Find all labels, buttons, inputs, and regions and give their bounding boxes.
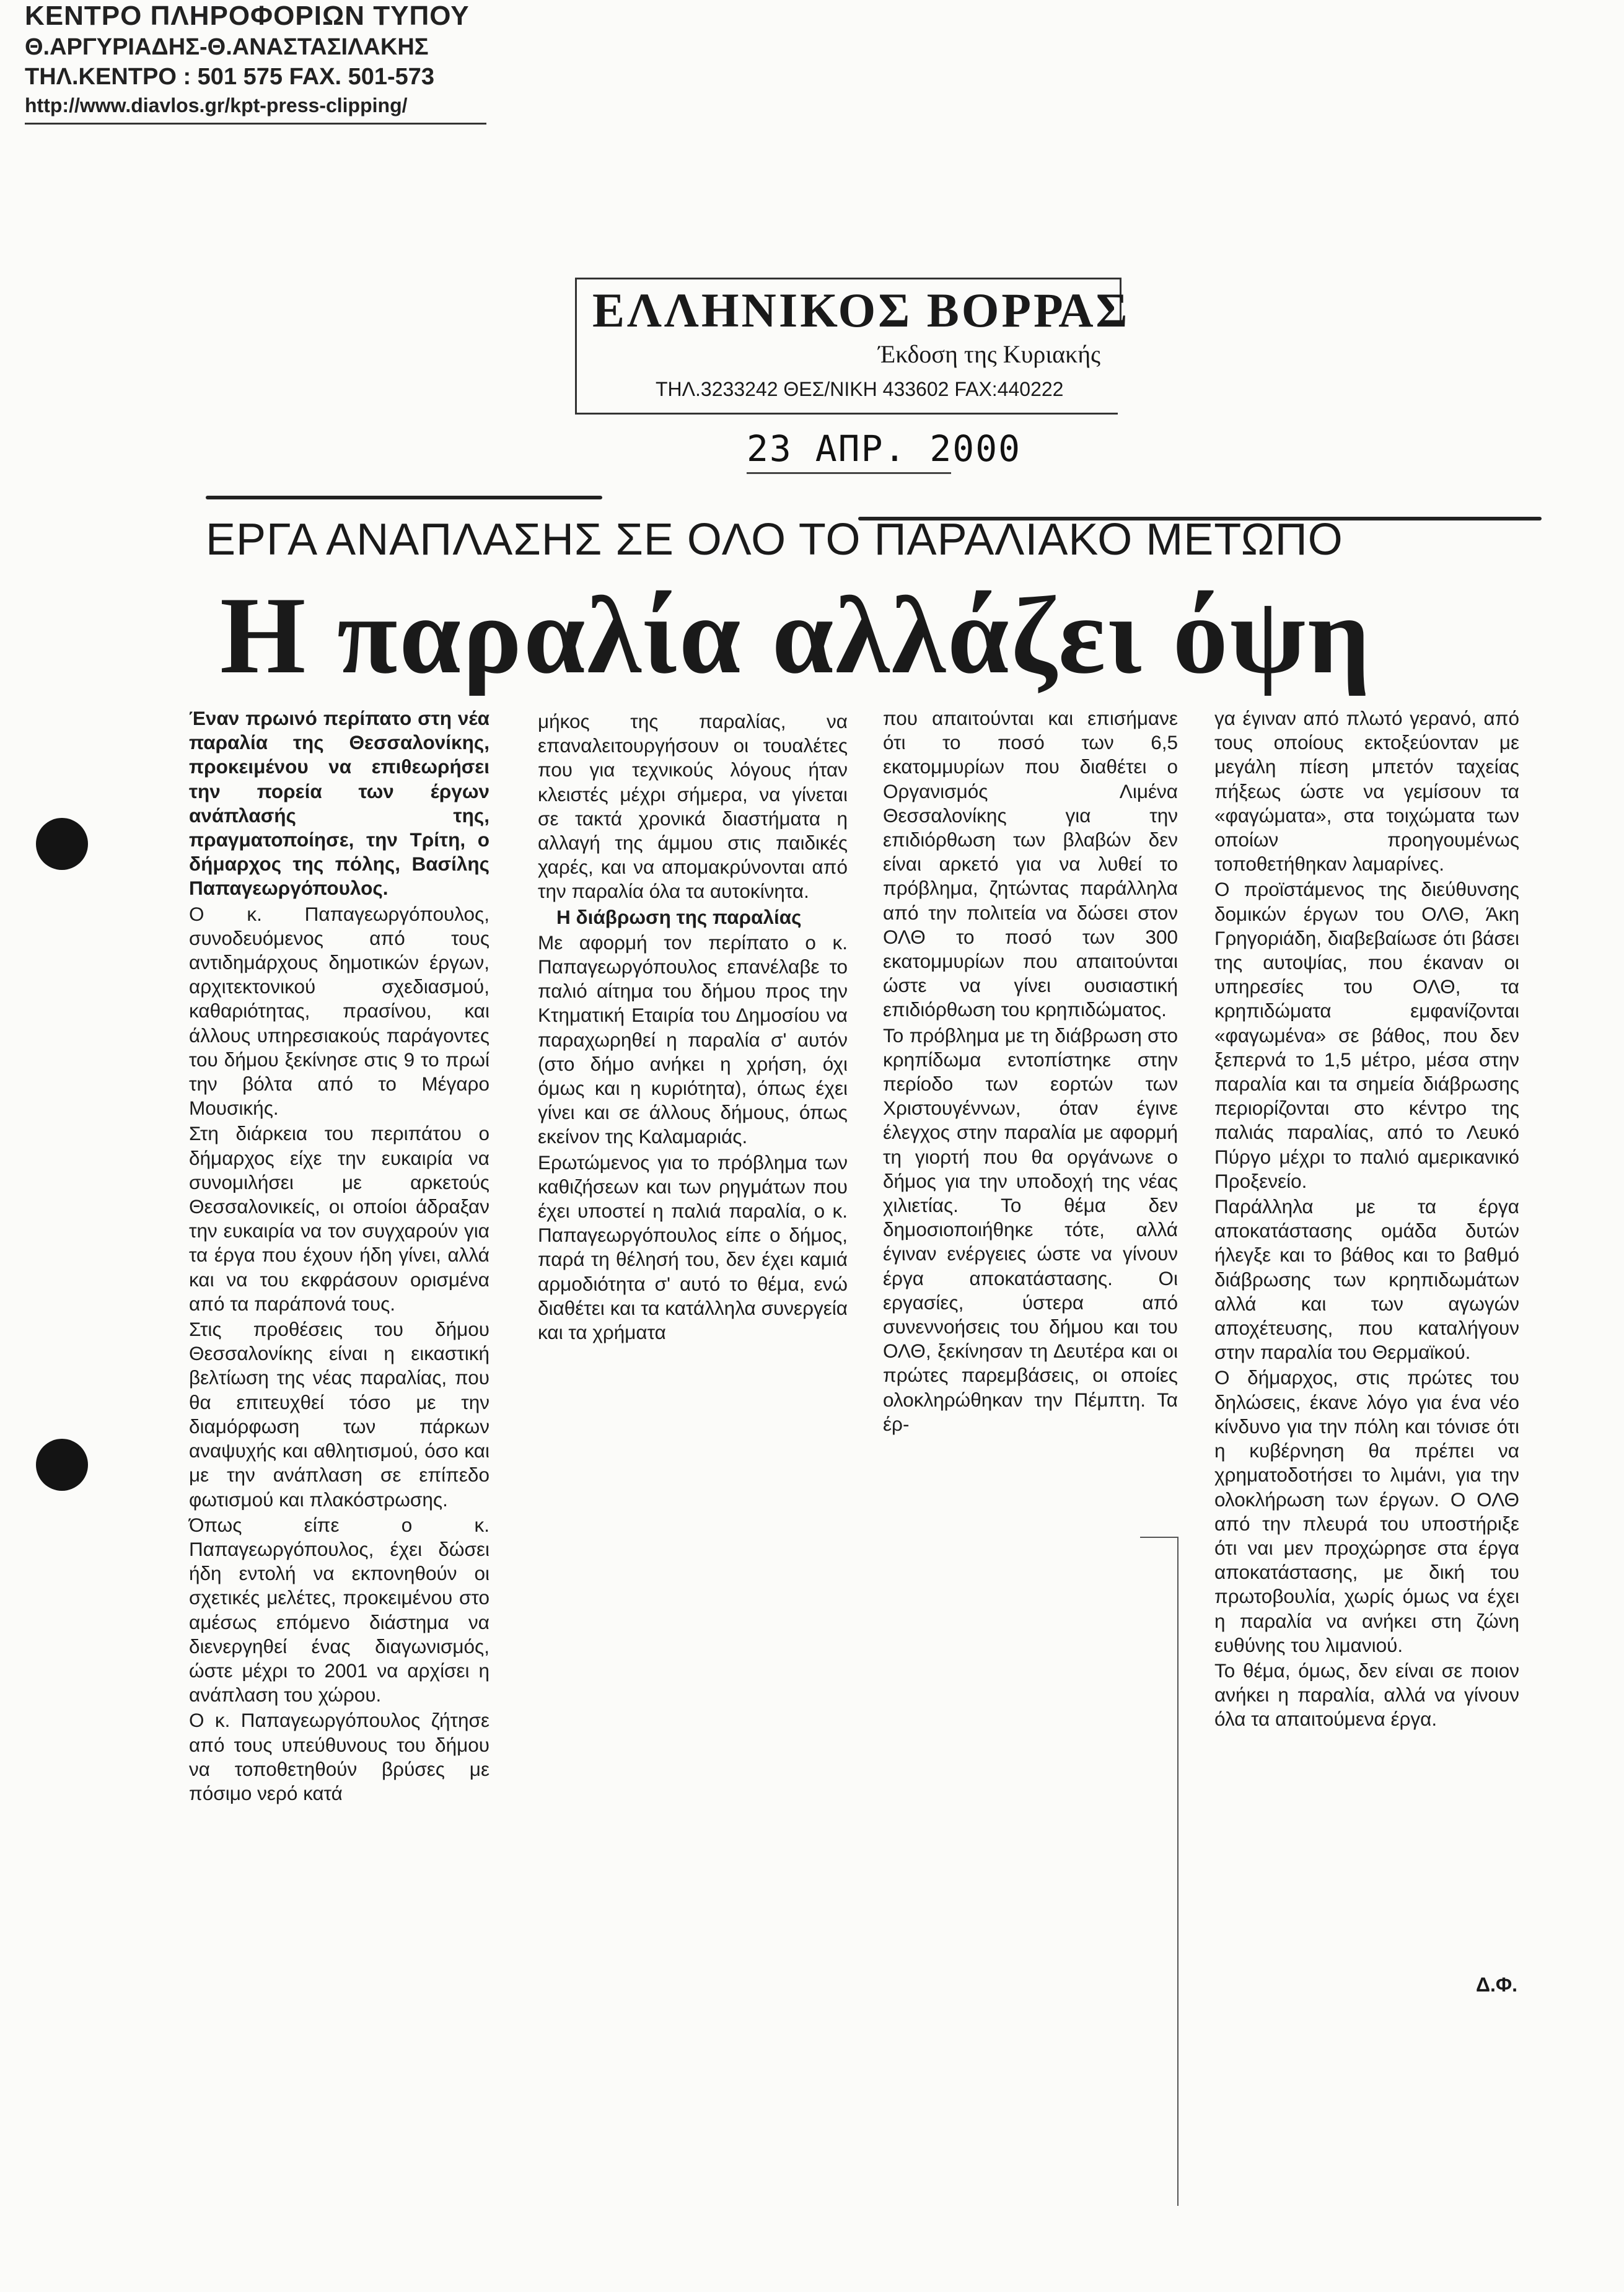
agency-name: ΚΕΝΤΡΟ ΠΛΗΡΟΦΟΡΙΩΝ ΤΥΠΟΥ — [25, 1, 470, 31]
agency-phones: ΤΗΛ.ΚΕΝΤΡΟ : 501 575 FAX. 501-573 — [25, 64, 435, 90]
article-column-1 — [189, 706, 489, 1806]
newspaper-name: ΕΛΛΗΝΙΚΟΣ ΒΟΡΡΑΣ — [592, 283, 1130, 337]
article-paragraph: Παράλληλα με τα έργα αποκατάστασης ομάδα δυτών ήλεγξε και το βάθος και το βαθμό διάβρωσης των κρηπιδωμάτων αλλά και των αγωγών αποχέτευσης, που καταλήγουν στην παραλία του Θερμαϊκού. — [1214, 1195, 1519, 1364]
article-lead: Έναν πρωινό περίπατο στη νέα παραλία της Θεσσαλονίκης, προκειμένου να επιθεωρήσει την πορεία των έργων ανάπλασής της, πραγματοποίησε, την Τρίτη, ο δήμαρχος της πόλης, Βασίλης Παπαγεωργόπουλος. — [189, 707, 489, 900]
article-paragraph: Ερωτώμενος για το πρόβλημα των καθιζήσεων και των ρηγμάτων που έχει υποστεί η παλιά παραλία, ο κ. Παπαγεωργόπουλος είπε ο δήμος, παρά τη θέλησή του, δεν έχει καμιά αρμοδιότητα σ' αυτό το θέμα, ενώ διαθέτει και τα κατάλληλα συνεργεία και τα χρήματα — [538, 1151, 848, 1344]
masthead-border — [575, 278, 577, 414]
agency-stamp — [25, 0, 496, 119]
masthead-border — [575, 278, 1120, 279]
stamp-underline — [25, 123, 486, 125]
punch-hole — [36, 1439, 88, 1491]
edition-label: Έκδοση της Κυριακής — [878, 340, 1100, 368]
column-divider — [1177, 1537, 1178, 2206]
article-paragraph: Ο προϊστάμενος της διεύθυνσης δομικών έργων του ΟΛΘ, Άκη Γρηγοριάδη, διαβεβαίωσε ότι βάσει της αυτοψίας, που έκαναν οι υπηρεσίες του ΟΛΘ, τα κρηπιδώματα εμφανίζονται «φαγωμένα» σε βάθος, που δεν ξεπερνά το 1,5 μέτρο, μέσα στην παραλία και τα σημεία διάβρωσης περιορίζονται στο κέντρο της παλιάς παραλίας, από το Λευκό Πύργο μέχρι το παλιό αμερικανικό Προξενείο. — [1214, 878, 1519, 1192]
column-divider — [1140, 1537, 1177, 1538]
agency-owners: Θ.ΑΡΓΥΡΙΑΔΗΣ-Θ.ΑΝΑΣΤΑΣΙΛΑΚΗΣ — [25, 34, 429, 60]
article-column-3 — [883, 706, 1178, 1436]
article-kicker: ΕΡΓΑ ΑΝΑΠΛΑΣΗΣ ΣΕ ΟΛΟ ΤΟ ΠΑΡΑΛΙΑΚΟ ΜΕΤΩΠΟ — [206, 515, 1343, 564]
article-subheading: Η διάβρωση της παραλίας — [556, 905, 802, 928]
article-paragraph: Στη διάρκεια του περιπάτου ο δήμαρχος είχε την ευκαιρία να συνομιλήσει με αρκετούς Θεσσαλονικείς, οι οποίοι άδραξαν την ευκαιρία να τον συγχαρούν για τα έργα που έχουν ήδη γίνει, αλλά και να του εκφράσουν ορισμένα από τα παράπονά τους. — [189, 1122, 489, 1315]
article-paragraph: Το θέμα, όμως, δεν είναι σε ποιον ανήκει η παραλία, αλλά να γίνουν όλα τα απαιτούμενα έργα. — [1214, 1659, 1519, 1731]
article-paragraph: Ο κ. Παπαγεωργόπουλος ζήτησε από τους υπεύθυνους του δήμου να τοποθετηθούν βρύσες με πόσιμο νερό κατά — [189, 1709, 489, 1804]
date-stamp — [747, 428, 1021, 470]
article-paragraph: μήκος της παραλίας, να επαναλειτουργήσουν οι τουαλέτες που για τεχνικούς λόγους ήταν κλειστές μέχρι σήμερα, να γίνεται σε τακτά χρονικά διαστήματα η αλλαγή της άμμου στις παιδικές χαρές, και να απομακρύνονται από την παραλία όλα τα αυτοκίνητα. — [538, 710, 848, 903]
author-signature: Δ.Φ. — [1476, 1974, 1518, 1996]
newspaper-phones: ΤΗΛ.3233242 ΘΕΣ/ΝΙΚΗ 433602 FAX:440222 — [656, 378, 1064, 400]
date-text: 23 ΑΠΡ. 2000 — [747, 428, 1022, 470]
article-paragraph: Ο δήμαρχος, στις πρώτες του δηλώσεις, έκανε λόγο για ένα νέο κίνδυνο για την πόλη και τόνισε ότι η κυβέρνηση θα πρέπει να χρηματοδοτήσει το λιμάνι, για την ολοκλήρωση των έργων. Ο ΟΛΘ από την πλευρά του υποστήριξε ότι ναι μεν προχώρησε στα έργα αποκατάστασης, με δική του πρωτοβουλία, χωρίς όμως να έχει η παραλία να ανήκει στη ζώνη ευθύνης του λιμανιού. — [1214, 1366, 1519, 1656]
punch-hole — [36, 818, 88, 870]
article-column-2 — [538, 709, 848, 1345]
article-paragraph: Με αφορμή τον περίπατο ο κ. Παπαγεωργόπουλος επανέλαβε το παλιό αίτημα του δήμου προς την Κτηματική Εταιρία του Δημοσίου να παραχωρηθεί η παραλία σ' αυτόν (στο δήμο ανήκει η χρήση, όχι όμως και η κυριότητα), όπως έχει γίνει και σε άλλους δήμους, όπως εκείνον της Καλαμαριάς. — [538, 931, 848, 1148]
article-headline: Η παραλία αλλάζει όψη — [220, 574, 1372, 696]
article-paragraph: Το πρόβλημα με τη διάβρωση στο κρηπίδωμα εντοπίστηκε στην περίοδο των εορτών των Χριστουγέννων, όταν έγινε έλεγχος στην παραλία με αφορμή τη γιορτή που θα οργάνωνε ο δήμος για την υποδοχή της νέας χιλιετίας. Το θέμα δεν δημοσιοποιήθηκε τότε, αλλά έγιναν ενέργειες ώστε να γίνουν έργα αποκατάστασης. Οι εργασίες, ύστερα από συνεννοήσεις του δήμου και του ΟΛΘ, ξεκίνησαν τη Δευτέρα και οι πρώτες παρεμβάσεις, οι οποίες ολοκληρώθηκαν την Πέμπτη. Τα έρ- — [883, 1024, 1178, 1435]
article-paragraph: Ο κ. Παπαγεωργόπουλος, συνοδευόμενος από τους αντιδημάρχους δημοτικών έργων, αρχιτεκτονικού σχεδιασμού, καθαριότητας, πρασίνου, και άλλους υπηρεσιακούς παράγοντες του δήμου ξεκίνησε στις 9 το πρωί την βόλτα από το Μέγαρο Μουσικής. — [189, 902, 489, 1120]
article-paragraph: Όπως είπε ο κ. Παπαγεωργόπουλος, έχει δώσει ήδη εντολή να εκπονηθούν οι σχετικές μελέτες, προκειμένου στο αμέσως επόμενο διάστημα να διενεργηθεί ένας διαγωνισμός, ώστε μέχρι το 2001 να αρχίσει η ανάπλαση του χώρου. — [189, 1513, 489, 1706]
article-column-4 — [1214, 706, 1519, 1732]
headline-rule — [206, 496, 602, 499]
newspaper-masthead — [575, 278, 1130, 421]
article-paragraph: που απαιτούνται και επισήμανε ότι το ποσό των 6,5 εκατομμυρίων που διαθέτει ο Οργανισμός Λιμένα Θεσσαλονίκης για την επιδιόρθωση των βλαβών δεν είναι αρκετό για να λυθεί το πρόβλημα, ζητώντας παράλληλα από την πολιτεία να δώσει στον ΟΛΘ το ποσό των 300 εκατομμυρίων που απαιτούνται ώστε να γίνει ουσιαστική επιδιόρθωση του κρηπιδώματος. — [883, 707, 1178, 1021]
article-paragraph: Στις προθέσεις του δήμου Θεσσαλονίκης είναι η εικαστική βελτίωση της νέας παραλίας, που θα επιτευχθεί τόσο με την διαμόρφωση των πάρκων αναψυχής και αθλητισμού, όσο και με την ανάπλαση σε επίπεδο φωτισμού και πλακόστρωσης. — [189, 1318, 489, 1511]
date-underline — [747, 472, 951, 474]
masthead-border — [575, 413, 1118, 415]
article-paragraph: γα έγιναν από πλωτό γερανό, από τους οποίους εκτοξεύονταν με μεγάλη πίεση μπετόν ταχείας πήξεως ώστε να γεμίσουν τα «φαγώματα», στα τοιχώματα των οποίων προηγουμένως τοποθετήθηκαν λαμαρίνες. — [1214, 707, 1519, 876]
agency-url: http://www.diavlos.gr/kpt-press-clipping/ — [25, 94, 408, 116]
